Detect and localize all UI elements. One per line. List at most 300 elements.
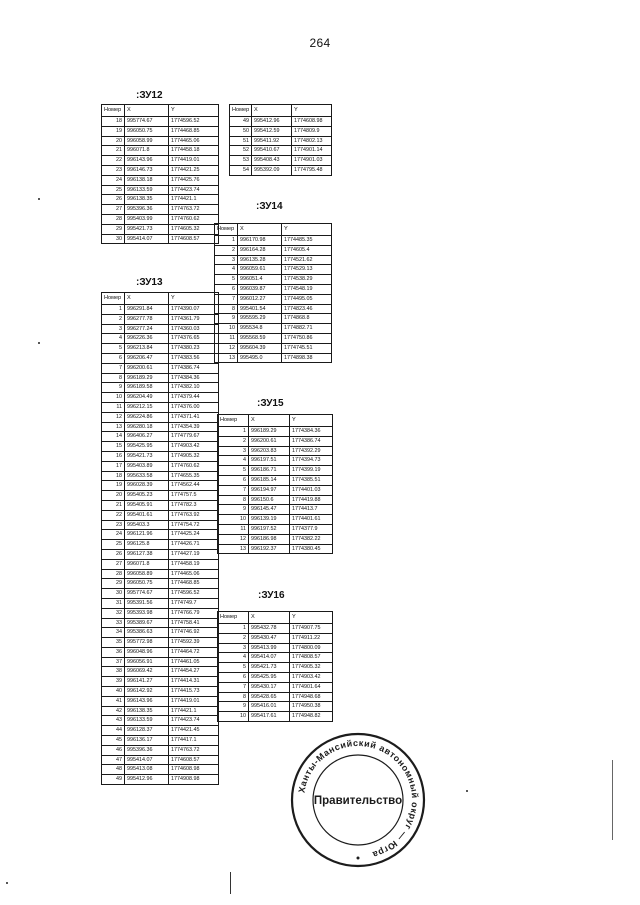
table-row xyxy=(215,343,332,353)
point-number-cell: 16 xyxy=(102,451,125,461)
x-coordinate-cell: 996224.86 xyxy=(125,412,169,422)
column-header-num: Номер xyxy=(215,224,238,236)
y-coordinate-cell: 1774383.56 xyxy=(169,353,219,363)
table-row xyxy=(102,363,219,373)
x-coordinate-cell: 995413.99 xyxy=(249,643,290,653)
x-coordinate-cell: 996197.52 xyxy=(249,524,290,534)
y-coordinate-cell: 1774779.67 xyxy=(169,432,219,442)
scan-speck xyxy=(6,882,8,884)
x-coordinate-cell: 995495.0 xyxy=(238,353,282,363)
x-coordinate-cell: 996127.38 xyxy=(125,549,169,559)
column-header-x: X xyxy=(125,105,169,117)
table-row xyxy=(102,687,219,697)
y-coordinate-cell: 1774898.38 xyxy=(282,353,332,363)
x-coordinate-cell: 995430.47 xyxy=(249,633,290,643)
point-number-cell: 5 xyxy=(218,663,249,673)
y-coordinate-cell: 1774800.09 xyxy=(290,643,333,653)
point-number-cell: 44 xyxy=(102,726,125,736)
x-coordinate-cell: 995421.73 xyxy=(249,663,290,673)
x-coordinate-cell: 995403.3 xyxy=(125,520,169,530)
x-coordinate-cell: 995432.78 xyxy=(249,624,290,634)
point-number-cell: 10 xyxy=(218,515,249,525)
scan-mark xyxy=(230,872,231,894)
x-coordinate-cell: 995633.58 xyxy=(125,471,169,481)
x-coordinate-cell: 995595.29 xyxy=(238,314,282,324)
y-coordinate-cell: 1774763.72 xyxy=(169,745,219,755)
column-header-y: Y xyxy=(292,105,332,117)
x-coordinate-cell: 996056.91 xyxy=(125,657,169,667)
x-coordinate-cell: 995421.73 xyxy=(125,224,169,234)
y-coordinate-cell: 1774390.07 xyxy=(169,305,219,315)
x-coordinate-cell: 995403.89 xyxy=(125,461,169,471)
x-coordinate-cell: 996128.37 xyxy=(125,726,169,736)
x-coordinate-cell: 996206.47 xyxy=(125,353,169,363)
x-coordinate-cell: 995405.23 xyxy=(125,491,169,501)
column-header-num: Номер xyxy=(218,612,249,624)
table-row xyxy=(102,716,219,726)
point-number-cell: 9 xyxy=(218,702,249,712)
x-coordinate-cell: 996212.15 xyxy=(125,402,169,412)
y-coordinate-cell: 1774745.51 xyxy=(282,343,332,353)
table-header-row xyxy=(230,105,332,117)
table-row xyxy=(215,245,332,255)
y-coordinate-cell: 1774592.39 xyxy=(169,638,219,648)
point-number-cell: 48 xyxy=(102,765,125,775)
point-number-cell: 24 xyxy=(102,530,125,540)
point-number-cell: 6 xyxy=(102,353,125,363)
point-number-cell: 33 xyxy=(102,618,125,628)
point-number-cell: 8 xyxy=(218,495,249,505)
x-coordinate-cell: 995430.17 xyxy=(249,682,290,692)
x-coordinate-cell: 995414.07 xyxy=(125,755,169,765)
x-coordinate-cell: 996138.35 xyxy=(125,195,169,205)
y-coordinate-cell: 1774823.46 xyxy=(282,304,332,314)
point-number-cell: 2 xyxy=(102,314,125,324)
point-number-cell: 4 xyxy=(102,334,125,344)
point-number-cell: 46 xyxy=(102,745,125,755)
x-coordinate-cell: 996200.61 xyxy=(125,363,169,373)
point-number-cell: 19 xyxy=(102,126,125,136)
point-number-cell: 4 xyxy=(218,456,249,466)
y-coordinate-cell: 1774458.19 xyxy=(169,559,219,569)
point-number-cell: 51 xyxy=(230,136,252,146)
y-coordinate-cell: 1774377.9 xyxy=(290,524,333,534)
x-coordinate-cell: 996133.59 xyxy=(125,716,169,726)
table-row xyxy=(218,475,333,485)
official-seal-stamp xyxy=(288,730,428,870)
x-coordinate-cell: 996145.47 xyxy=(249,505,290,515)
y-coordinate-cell: 1774465.06 xyxy=(169,569,219,579)
point-number-cell: 2 xyxy=(218,633,249,643)
x-coordinate-cell: 995401.61 xyxy=(125,510,169,520)
table-header-row xyxy=(215,224,332,236)
table-row xyxy=(102,549,219,559)
x-coordinate-cell: 996059.61 xyxy=(238,265,282,275)
table-row xyxy=(102,432,219,442)
y-coordinate-cell: 1774423.74 xyxy=(169,185,219,195)
y-coordinate-cell: 1774417.1 xyxy=(169,736,219,746)
y-coordinate-cell: 1774392.29 xyxy=(290,446,333,456)
table-row xyxy=(102,608,219,618)
x-coordinate-cell: 996226.36 xyxy=(125,334,169,344)
y-coordinate-cell: 1774421.1 xyxy=(169,195,219,205)
y-coordinate-cell: 1774376.65 xyxy=(169,334,219,344)
table-row xyxy=(102,205,219,215)
point-number-cell: 30 xyxy=(102,589,125,599)
table-row xyxy=(102,765,219,775)
x-coordinate-cell: 995396.36 xyxy=(125,745,169,755)
table-row xyxy=(102,500,219,510)
point-number-cell: 45 xyxy=(102,736,125,746)
table-row xyxy=(218,633,333,643)
table-row xyxy=(102,165,219,175)
x-coordinate-cell: 996071.8 xyxy=(125,146,169,156)
x-coordinate-cell: 995405.91 xyxy=(125,500,169,510)
point-number-cell: 28 xyxy=(102,214,125,224)
point-number-cell: 42 xyxy=(102,706,125,716)
x-coordinate-cell: 996204.49 xyxy=(125,393,169,403)
x-coordinate-cell: 995403.99 xyxy=(125,214,169,224)
table-row xyxy=(218,702,333,712)
table-row xyxy=(218,524,333,534)
y-coordinate-cell: 1774760.62 xyxy=(169,461,219,471)
table-row xyxy=(102,628,219,638)
column-header-x: X xyxy=(252,105,292,117)
table-row xyxy=(102,412,219,422)
table-row xyxy=(102,373,219,383)
point-number-cell: 12 xyxy=(102,412,125,422)
x-coordinate-cell: 996125.8 xyxy=(125,540,169,550)
point-number-cell: 8 xyxy=(218,692,249,702)
point-number-cell: 36 xyxy=(102,647,125,657)
x-coordinate-cell: 996277.24 xyxy=(125,324,169,334)
x-coordinate-cell: 995416.01 xyxy=(249,702,290,712)
coords-table-zu14 xyxy=(214,223,332,363)
section-title-zu16: :ЗУ16 xyxy=(258,590,285,601)
x-coordinate-cell: 996146.73 xyxy=(125,165,169,175)
table-row xyxy=(215,314,332,324)
column-header-x: X xyxy=(238,224,282,236)
x-coordinate-cell: 996138.35 xyxy=(125,706,169,716)
table-row xyxy=(102,481,219,491)
table-row xyxy=(102,491,219,501)
y-coordinate-cell: 1774948.68 xyxy=(290,692,333,702)
x-coordinate-cell: 996277.78 xyxy=(125,314,169,324)
point-number-cell: 35 xyxy=(102,638,125,648)
x-coordinate-cell: 995389.67 xyxy=(125,618,169,628)
y-coordinate-cell: 1774901.64 xyxy=(290,682,333,692)
y-coordinate-cell: 1774763.72 xyxy=(169,205,219,215)
y-coordinate-cell: 1774464.72 xyxy=(169,647,219,657)
point-number-cell: 29 xyxy=(102,224,125,234)
column-header-num: Номер xyxy=(230,105,252,117)
table-row xyxy=(218,544,333,554)
y-coordinate-cell: 1774401.03 xyxy=(290,485,333,495)
x-coordinate-cell: 996280.18 xyxy=(125,422,169,432)
y-coordinate-cell: 1774386.74 xyxy=(169,363,219,373)
x-coordinate-cell: 996194.97 xyxy=(249,485,290,495)
x-coordinate-cell: 995534.8 xyxy=(238,324,282,334)
x-coordinate-cell: 995568.59 xyxy=(238,333,282,343)
x-coordinate-cell: 996170.98 xyxy=(238,236,282,246)
point-number-cell: 3 xyxy=(218,446,249,456)
x-coordinate-cell: 996058.99 xyxy=(125,136,169,146)
point-number-cell: 10 xyxy=(215,324,238,334)
table-row xyxy=(102,667,219,677)
table-row xyxy=(218,653,333,663)
point-number-cell: 10 xyxy=(218,712,249,722)
x-coordinate-cell: 995413.08 xyxy=(125,765,169,775)
table-row xyxy=(102,706,219,716)
table-row xyxy=(218,672,333,682)
y-coordinate-cell: 1774399.19 xyxy=(290,466,333,476)
y-coordinate-cell: 1774605.32 xyxy=(169,224,219,234)
x-coordinate-cell: 996406.27 xyxy=(125,432,169,442)
x-coordinate-cell: 996189.29 xyxy=(249,427,290,437)
y-coordinate-cell: 1774562.44 xyxy=(169,481,219,491)
y-coordinate-cell: 1774907.75 xyxy=(290,624,333,634)
x-coordinate-cell: 996197.51 xyxy=(249,456,290,466)
x-coordinate-cell: 996071.8 xyxy=(125,559,169,569)
point-number-cell: 15 xyxy=(102,442,125,452)
table-row xyxy=(218,712,333,722)
point-number-cell: 7 xyxy=(215,294,238,304)
table-row xyxy=(102,569,219,579)
x-coordinate-cell: 996012.27 xyxy=(238,294,282,304)
y-coordinate-cell: 1774911.22 xyxy=(290,633,333,643)
table-row xyxy=(102,234,219,244)
y-coordinate-cell: 1774905.32 xyxy=(290,663,333,673)
table-row xyxy=(230,136,332,146)
x-coordinate-cell: 996133.59 xyxy=(125,185,169,195)
y-coordinate-cell: 1774758.41 xyxy=(169,618,219,628)
point-number-cell: 27 xyxy=(102,559,125,569)
section-title-zu14: :ЗУ14 xyxy=(256,201,283,212)
section-title-zu15: :ЗУ15 xyxy=(257,398,284,409)
x-coordinate-cell: 996142.92 xyxy=(125,687,169,697)
x-coordinate-cell: 995604.39 xyxy=(238,343,282,353)
table-row xyxy=(215,265,332,275)
x-coordinate-cell: 995412.59 xyxy=(252,126,292,136)
point-number-cell: 6 xyxy=(215,284,238,294)
y-coordinate-cell: 1774766.79 xyxy=(169,608,219,618)
point-number-cell: 12 xyxy=(215,343,238,353)
point-number-cell: 12 xyxy=(218,534,249,544)
point-number-cell: 13 xyxy=(215,353,238,363)
table-row xyxy=(102,755,219,765)
point-number-cell: 18 xyxy=(102,117,125,127)
point-number-cell: 1 xyxy=(218,427,249,437)
y-coordinate-cell: 1774371.41 xyxy=(169,412,219,422)
x-coordinate-cell: 995391.56 xyxy=(125,598,169,608)
scan-speck xyxy=(38,342,40,344)
x-coordinate-cell: 996192.37 xyxy=(249,544,290,554)
table-row xyxy=(102,736,219,746)
table-row xyxy=(102,471,219,481)
point-number-cell: 37 xyxy=(102,657,125,667)
table-row xyxy=(102,540,219,550)
table-row xyxy=(102,696,219,706)
x-coordinate-cell: 995428.65 xyxy=(249,692,290,702)
y-coordinate-cell: 1774413.7 xyxy=(290,505,333,515)
table-row xyxy=(102,117,219,127)
x-coordinate-cell: 995414.07 xyxy=(125,234,169,244)
x-coordinate-cell: 996028.39 xyxy=(125,481,169,491)
table-row xyxy=(102,422,219,432)
table-row xyxy=(215,294,332,304)
y-coordinate-cell: 1774760.62 xyxy=(169,214,219,224)
point-number-cell: 27 xyxy=(102,205,125,215)
x-coordinate-cell: 995408.43 xyxy=(252,156,292,166)
table-row xyxy=(218,624,333,634)
y-coordinate-cell: 1774754.72 xyxy=(169,520,219,530)
x-coordinate-cell: 995386.63 xyxy=(125,628,169,638)
column-header-x: X xyxy=(249,612,290,624)
y-coordinate-cell: 1774529.13 xyxy=(282,265,332,275)
point-number-cell: 11 xyxy=(218,524,249,534)
point-number-cell: 49 xyxy=(230,117,252,127)
point-number-cell: 3 xyxy=(215,255,238,265)
x-coordinate-cell: 995772.98 xyxy=(125,638,169,648)
x-coordinate-cell: 996051.4 xyxy=(238,275,282,285)
table-row xyxy=(102,195,219,205)
point-number-cell: 22 xyxy=(102,510,125,520)
point-number-cell: 23 xyxy=(102,165,125,175)
table-row xyxy=(218,643,333,653)
point-number-cell: 7 xyxy=(218,682,249,692)
table-row xyxy=(218,485,333,495)
table-row xyxy=(102,224,219,234)
x-coordinate-cell: 995414.07 xyxy=(249,653,290,663)
column-header-y: Y xyxy=(290,415,333,427)
y-coordinate-cell: 1774419.01 xyxy=(169,156,219,166)
x-coordinate-cell: 996039.87 xyxy=(238,284,282,294)
table-row xyxy=(102,185,219,195)
y-coordinate-cell: 1774901.03 xyxy=(292,156,332,166)
table-row xyxy=(102,214,219,224)
x-coordinate-cell: 996189.29 xyxy=(125,373,169,383)
table-row xyxy=(102,314,219,324)
x-coordinate-cell: 996136.17 xyxy=(125,736,169,746)
point-number-cell: 13 xyxy=(102,422,125,432)
table-row xyxy=(218,682,333,692)
y-coordinate-cell: 1774808.57 xyxy=(290,653,333,663)
table-row xyxy=(230,117,332,127)
table-row xyxy=(218,692,333,702)
y-coordinate-cell: 1774655.35 xyxy=(169,471,219,481)
point-number-cell: 52 xyxy=(230,146,252,156)
point-number-cell: 47 xyxy=(102,755,125,765)
y-coordinate-cell: 1774750.86 xyxy=(282,333,332,343)
x-coordinate-cell: 995411.92 xyxy=(252,136,292,146)
y-coordinate-cell: 1774401.61 xyxy=(290,515,333,525)
section-title-zu13: :ЗУ13 xyxy=(136,277,163,288)
x-coordinate-cell: 996143.96 xyxy=(125,156,169,166)
point-number-cell: 20 xyxy=(102,136,125,146)
column-header-y: Y xyxy=(290,612,333,624)
x-coordinate-cell: 996135.28 xyxy=(238,255,282,265)
table-header-row xyxy=(218,612,333,624)
y-coordinate-cell: 1774380.23 xyxy=(169,344,219,354)
y-coordinate-cell: 1774380.45 xyxy=(290,544,333,554)
point-number-cell: 8 xyxy=(215,304,238,314)
y-coordinate-cell: 1774421.25 xyxy=(169,165,219,175)
y-coordinate-cell: 1774795.48 xyxy=(292,165,332,175)
point-number-cell: 30 xyxy=(102,234,125,244)
y-coordinate-cell: 1774468.85 xyxy=(169,126,219,136)
y-coordinate-cell: 1774419.01 xyxy=(169,696,219,706)
y-coordinate-cell: 1774384.36 xyxy=(169,373,219,383)
table-header-row xyxy=(218,415,333,427)
y-coordinate-cell: 1774763.92 xyxy=(169,510,219,520)
x-coordinate-cell: 995396.36 xyxy=(125,205,169,215)
y-coordinate-cell: 1774608.98 xyxy=(169,765,219,775)
table-header-row xyxy=(102,293,219,305)
y-coordinate-cell: 1774485.35 xyxy=(282,236,332,246)
table-row xyxy=(215,324,332,334)
y-coordinate-cell: 1774354.39 xyxy=(169,422,219,432)
table-row xyxy=(102,451,219,461)
point-number-cell: 34 xyxy=(102,628,125,638)
point-number-cell: 14 xyxy=(102,432,125,442)
x-coordinate-cell: 996141.27 xyxy=(125,677,169,687)
column-header-num: Номер xyxy=(218,415,249,427)
x-coordinate-cell: 995774.67 xyxy=(125,117,169,127)
y-coordinate-cell: 1774903.42 xyxy=(290,672,333,682)
y-coordinate-cell: 1774425.76 xyxy=(169,175,219,185)
x-coordinate-cell: 996291.84 xyxy=(125,305,169,315)
y-coordinate-cell: 1774495.05 xyxy=(282,294,332,304)
y-coordinate-cell: 1774423.74 xyxy=(169,716,219,726)
coords-table-zu16 xyxy=(217,611,333,722)
point-number-cell: 7 xyxy=(218,485,249,495)
coords-table-zu12-part2 xyxy=(229,104,332,176)
point-number-cell: 25 xyxy=(102,185,125,195)
y-coordinate-cell: 1774903.42 xyxy=(169,442,219,452)
table-row xyxy=(215,304,332,314)
table-row xyxy=(218,427,333,437)
point-number-cell: 26 xyxy=(102,195,125,205)
point-number-cell: 22 xyxy=(102,156,125,166)
table-row xyxy=(215,255,332,265)
x-coordinate-cell: 996139.19 xyxy=(249,515,290,525)
y-coordinate-cell: 1774596.52 xyxy=(169,589,219,599)
table-row xyxy=(215,236,332,246)
point-number-cell: 3 xyxy=(102,324,125,334)
x-coordinate-cell: 996164.28 xyxy=(238,245,282,255)
y-coordinate-cell: 1774419.88 xyxy=(290,495,333,505)
table-row xyxy=(102,334,219,344)
table-row xyxy=(218,436,333,446)
y-coordinate-cell: 1774461.05 xyxy=(169,657,219,667)
table-row xyxy=(218,456,333,466)
y-coordinate-cell: 1774809.9 xyxy=(292,126,332,136)
y-coordinate-cell: 1774950.38 xyxy=(290,702,333,712)
table-row xyxy=(102,618,219,628)
point-number-cell: 1 xyxy=(218,624,249,634)
x-coordinate-cell: 996203.83 xyxy=(249,446,290,456)
point-number-cell: 20 xyxy=(102,491,125,501)
table-row xyxy=(215,275,332,285)
x-coordinate-cell: 995425.95 xyxy=(125,442,169,452)
table-row xyxy=(215,284,332,294)
point-number-cell: 11 xyxy=(215,333,238,343)
table-row xyxy=(102,726,219,736)
y-coordinate-cell: 1774421.1 xyxy=(169,706,219,716)
y-coordinate-cell: 1774749.7 xyxy=(169,598,219,608)
table-row xyxy=(102,647,219,657)
table-row xyxy=(102,589,219,599)
